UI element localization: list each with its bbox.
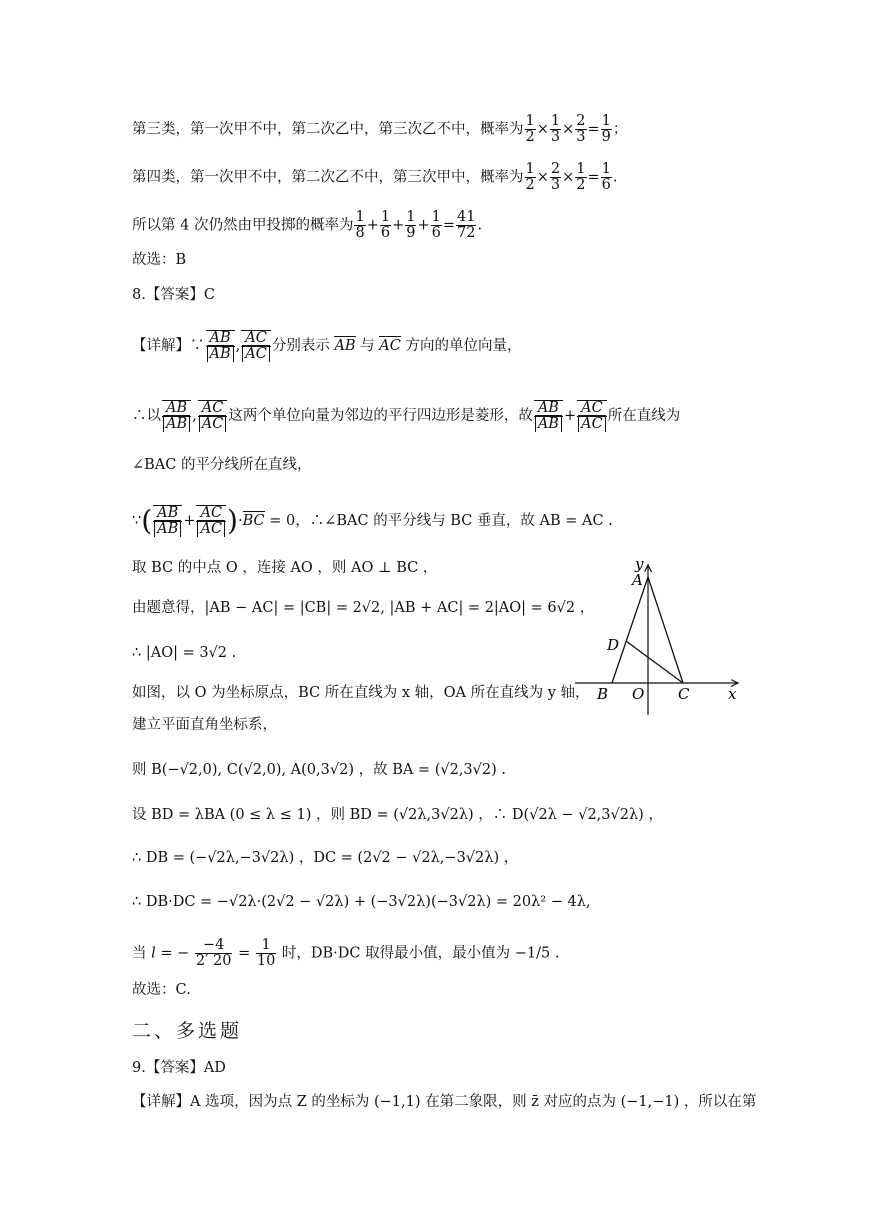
coordinate-setup-line-2: 建立平面直角坐标系， bbox=[132, 717, 277, 733]
vectors-db-dc-line: ∴ DB = (−√2λ,−3√2λ) ，DC = (2√2 − √2λ,−3√2λ) ， bbox=[132, 850, 519, 866]
label-c: C bbox=[678, 685, 690, 703]
question-8-answer: 8.【答案】C bbox=[132, 287, 215, 303]
case-three-line: 第三类，第一次甲不中，第二次乙中，第三次乙不中，概率为 $\frac{1}{2}$ × $\frac{1}{3}$ × $\frac{2}{3}$ = $\frac{1}{9}$ ； bbox=[132, 113, 628, 145]
answer-choice-c: 故选：C. bbox=[132, 982, 191, 998]
label-d: D bbox=[607, 636, 620, 654]
question-9-answer: 9.【答案】AD bbox=[132, 1060, 226, 1076]
detail-line-unit-vectors: 【详解】∵ $\frac{AB}{AB}$ , $\frac{AC}{AC}$ 分别表示 AB 与 AC 方向的单位向量， bbox=[132, 330, 522, 362]
coordinates-line: 则 B(−√2,0), C(√2,0), A(0,3√2) ，故 BA = (√2,3√2) . bbox=[132, 762, 506, 778]
label-b: B bbox=[597, 685, 609, 703]
triangle-coordinate-figure bbox=[570, 555, 750, 720]
given-condition-line: 由题意得，|AB − AC| = |CB| = 2√2, |AB + AC| = 2|AO| = 6√2 ， bbox=[132, 600, 595, 616]
answer-choice-b: 故选：B bbox=[132, 252, 187, 268]
label-a: A bbox=[632, 571, 643, 589]
dot-product-line: ∴ DB·DC = −√2λ·(2√2 − √2λ) + (−3√2λ)(−3√2λ) = 20λ² − 4λ, bbox=[132, 894, 591, 910]
rhombus-line: ∴以 $\frac{AB}{AB}$ , $\frac{AC}{AC}$ 这两个单位向量为邻边的平行四边形是菱形，故 $\frac{AB}{AB}$ + $\frac{AC}{AC}$ 所在直线为 bbox=[132, 400, 681, 432]
label-y: y bbox=[635, 555, 644, 573]
perpendicular-line: ∵( $\frac{AB}{AB}$ + $\frac{AC}{AC}$ )·BC = 0，∴∠BAC 的平分线与 BC 垂直，故 AB = AC . bbox=[132, 504, 613, 537]
midpoint-line: 取 BC 的中点 O ，连接 AO ，则 AO ⊥ BC ， bbox=[132, 560, 438, 576]
total-probability-line: 所以第 4 次仍然由甲投掷的概率为 $\frac{1}{8}$ + $\frac{1}{6}$ + $\frac{1}{9}$ + $\frac{1}{6}$ = $\frac{41}{72}$ . bbox=[132, 209, 483, 241]
vector-bd-line: 设 BD = λBA (0 ≤ λ ≤ 1) ，则 BD = (√2λ,3√2λ) ，∴ D(√2λ − √2,3√2λ) ， bbox=[132, 807, 663, 823]
bisector-line: ∠BAC 的平分线所在直线， bbox=[132, 457, 312, 473]
question-9-detail: 【详解】A 选项，因为点 Z 的坐标为 (−1,1) 在第二象限，则 z̄ 对应的点为 (−1,−1) ，所以在第 bbox=[132, 1094, 757, 1110]
label-o: O bbox=[632, 685, 645, 703]
label-x: x bbox=[728, 685, 737, 703]
ao-length-line: ∴ |AO| = 3√2 . bbox=[132, 645, 237, 661]
segment-dc bbox=[626, 641, 683, 683]
minimum-line: 当 l = − $\frac{-4}{2' 20}$ = $\frac{1}{10}$ 时，DB·DC 取得最小值，最小值为 −1/5 . bbox=[132, 937, 560, 969]
coordinate-setup-line: 如图，以 O 为坐标原点，BC 所在直线为 x 轴，OA 所在直线为 y 轴， bbox=[132, 685, 590, 701]
segment-ab bbox=[612, 577, 648, 683]
case-four-line: 第四类，第一次甲不中，第二次乙不中，第三次甲中，概率为 $\frac{1}{2}$ × $\frac{2}{3}$ × $\frac{1}{2}$ = $\frac{1}{6}$ . bbox=[132, 161, 618, 193]
section-heading: 二、多选题 bbox=[132, 1020, 243, 1042]
segment-ac bbox=[648, 577, 683, 683]
